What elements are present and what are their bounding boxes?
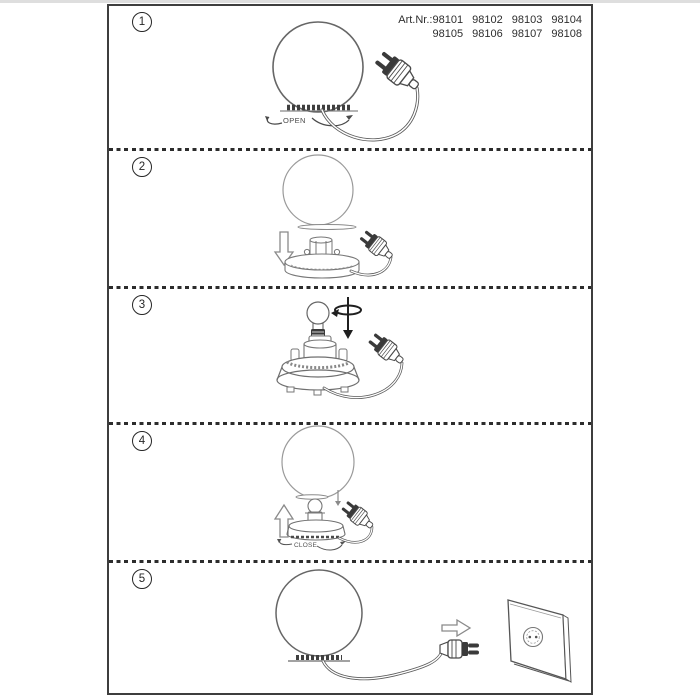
globe-icon [283,155,353,225]
wall-socket-icon [508,600,571,682]
step-2-badge: 2 [132,157,152,177]
step-2-section [109,151,591,286]
plug-toward-socket-icon [440,640,479,658]
article-numbers [398,13,582,41]
right-arrow-icon [442,620,470,636]
step-4-section [109,425,591,560]
step-5-illustration [109,563,591,693]
step-5-section [109,563,591,693]
step-5-badge: 5 [132,569,152,589]
step-3-section [109,289,591,422]
step-1-section [109,6,591,148]
power-plug-icon [339,499,376,533]
lamp-base-icon [285,237,359,278]
step-4-badge: 4 [132,431,152,451]
bulb-on-base-icon [287,499,345,540]
power-cord [323,651,442,679]
power-plug-icon [358,228,397,264]
up-arrow-icon [275,505,293,537]
globe-icon [282,426,354,498]
screw-in-rotation-icon [331,297,361,339]
step-1-badge: 1 [132,12,152,32]
collar-ring-icon [296,495,328,499]
globe-lamp-icon [273,22,363,112]
socket-base-icon [277,336,359,395]
open-label: OPEN [283,116,306,125]
article-numbers-line1: Art.Nr.:98101 98102 98103 98104 [398,14,582,26]
instruction-sheet [107,4,593,695]
collar-ring-icon [298,225,356,230]
light-bulb-icon [307,302,329,337]
step-4-illustration [109,425,591,560]
open-rotation-arrows [265,115,353,126]
power-plug-icon [372,48,424,96]
close-label: CLOSE [294,542,318,549]
step-3-badge: 3 [132,295,152,315]
article-numbers-line2: 98105 98106 98107 98108 [432,28,582,40]
assembled-globe-lamp-icon [276,570,362,661]
step-3-illustration [109,289,591,422]
power-plug-icon [366,330,408,368]
screenshot-top-edge [0,0,700,3]
step-2-illustration [109,151,591,286]
